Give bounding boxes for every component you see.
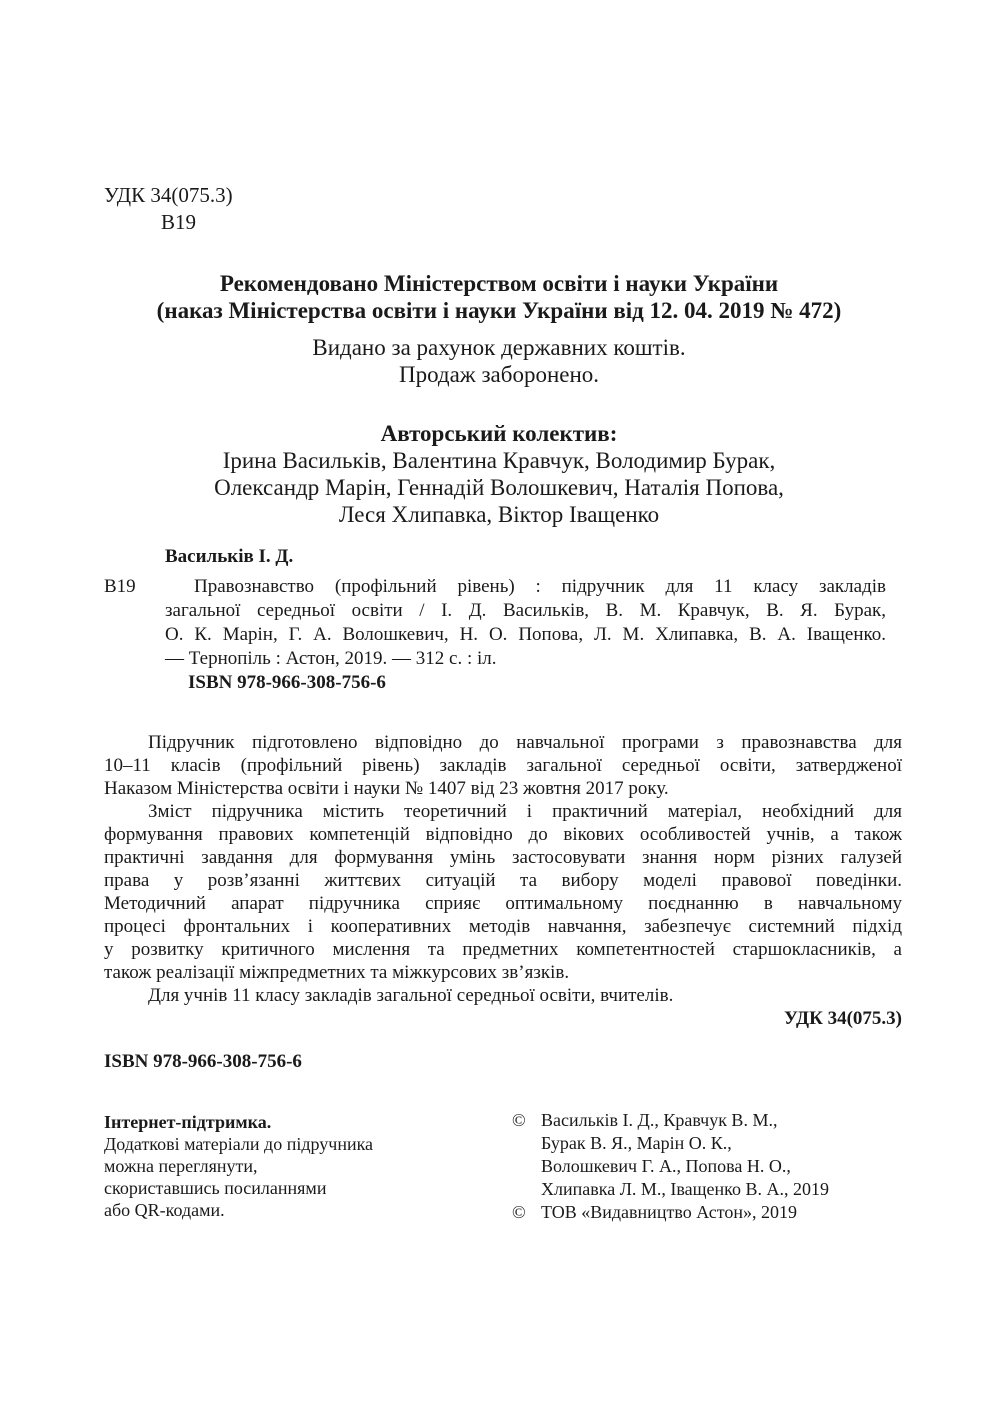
authors-line2: Олександр Марін, Геннадій Волошкевич, Наталія Попова, (214, 475, 784, 500)
copyright-line: Хлипавка Л. М., Іващенко В. А., 2019 (541, 1179, 829, 1199)
annotation-line: Для учнів 11 класу закладів загальної середньої освіти, вчителів. (148, 985, 674, 1006)
recommendation-line2: (наказ Міністерства освіти і науки України від 12. 04. 2019 № 472) (156, 298, 842, 323)
annotation-line: формування правових компетенцій відповідно до вікових особливостей учнів, а також (104, 824, 902, 845)
annotation-line: процесі фронтальних і кооперативних методів навчання, забезпечує системний підхід (104, 916, 902, 937)
catalog-isbn: ISBN 978-966-308-756-6 (188, 672, 386, 693)
copyright-symbol: © (512, 1110, 526, 1130)
internet-line: Додаткові матеріали до підручника (104, 1134, 374, 1154)
funding-line2: Продаж заборонено. (398, 362, 600, 387)
authors-heading: Авторський колектив: (380, 421, 618, 446)
copyright-line: Васильків І. Д., Кравчук В. М., (541, 1110, 778, 1130)
catalog-line: загальної середньої освіти / І. Д. Васильків, В. М. Кравчук, В. Я. Бурак, (165, 600, 886, 621)
udc-index: В19 (161, 210, 197, 234)
annotation-line: Зміст підручника містить теоретичний і практичний матеріал, необхідний для (148, 801, 902, 822)
annotation-line: права у розв’язанні життєвих ситуацій та вибору моделі правової поведінки. (104, 870, 902, 891)
annotation-line: також реалізації міжпредметних та міжкурсових зв’язків. (104, 962, 570, 983)
annotation-line: Наказом Міністерства освіти і науки № 1407 від 23 жовтня 2017 року. (104, 778, 669, 799)
catalog-line: Правознавство (профільний рівень) : підручник для 11 класу закладів (194, 576, 886, 597)
authors-line1: Ірина Васильків, Валентина Кравчук, Володимир Бурак, (222, 448, 776, 473)
annotation-line: практичні завдання для формування умінь застосовувати знання норм різних галузей (104, 847, 902, 868)
recommendation-line1: Рекомендовано Міністерством освіти і науки України (219, 271, 779, 296)
internet-line: або QR-кодами. (104, 1200, 225, 1220)
internet-title: Інтернет-підтримка. (104, 1112, 272, 1132)
udc-code: УДК 34(075.3) (104, 183, 233, 207)
copyright-publisher: ТОВ «Видавництво Астон», 2019 (541, 1202, 797, 1222)
isbn-main: ISBN 978-966-308-756-6 (104, 1051, 302, 1072)
authors-line3: Леся Хлипавка, Віктор Іващенко (338, 502, 660, 527)
funding-line1: Видано за рахунок державних коштів. (312, 335, 686, 360)
copyright-symbol: © (512, 1202, 526, 1222)
internet-line: можна переглянути, (104, 1156, 258, 1176)
annotation-line: Підручник підготовлено відповідно до навчальної програми з правознавства для (148, 732, 902, 753)
internet-line: скориставшись посиланнями (104, 1178, 327, 1198)
annotation-line: Методичний апарат підручника сприяє оптимальному поєднанню в навчальному (104, 893, 902, 914)
catalog-author: Васильків І. Д. (165, 546, 294, 567)
annotation-line: 10–11 класів (профільний рівень) закладів загальної середньої освіти, затвердженої (104, 755, 902, 776)
annotation-line: у розвитку критичного мислення та предметних компетентностей старшокласників, а (104, 939, 902, 960)
copyright-line: Волошкевич Г. А., Попова Н. О., (541, 1156, 791, 1176)
annotation-udc: УДК 34(075.3) (783, 1008, 902, 1029)
catalog-line: — Тернопіль : Астон, 2019. — 312 с. : іл. (165, 648, 497, 669)
copyright-line: Бурак В. Я., Марін О. К., (541, 1133, 732, 1153)
catalog-line: О. К. Марін, Г. А. Волошкевич, Н. О. Попова, Л. М. Хлипавка, В. А. Іващенко. (165, 624, 886, 645)
catalog-index: В19 (104, 576, 136, 597)
